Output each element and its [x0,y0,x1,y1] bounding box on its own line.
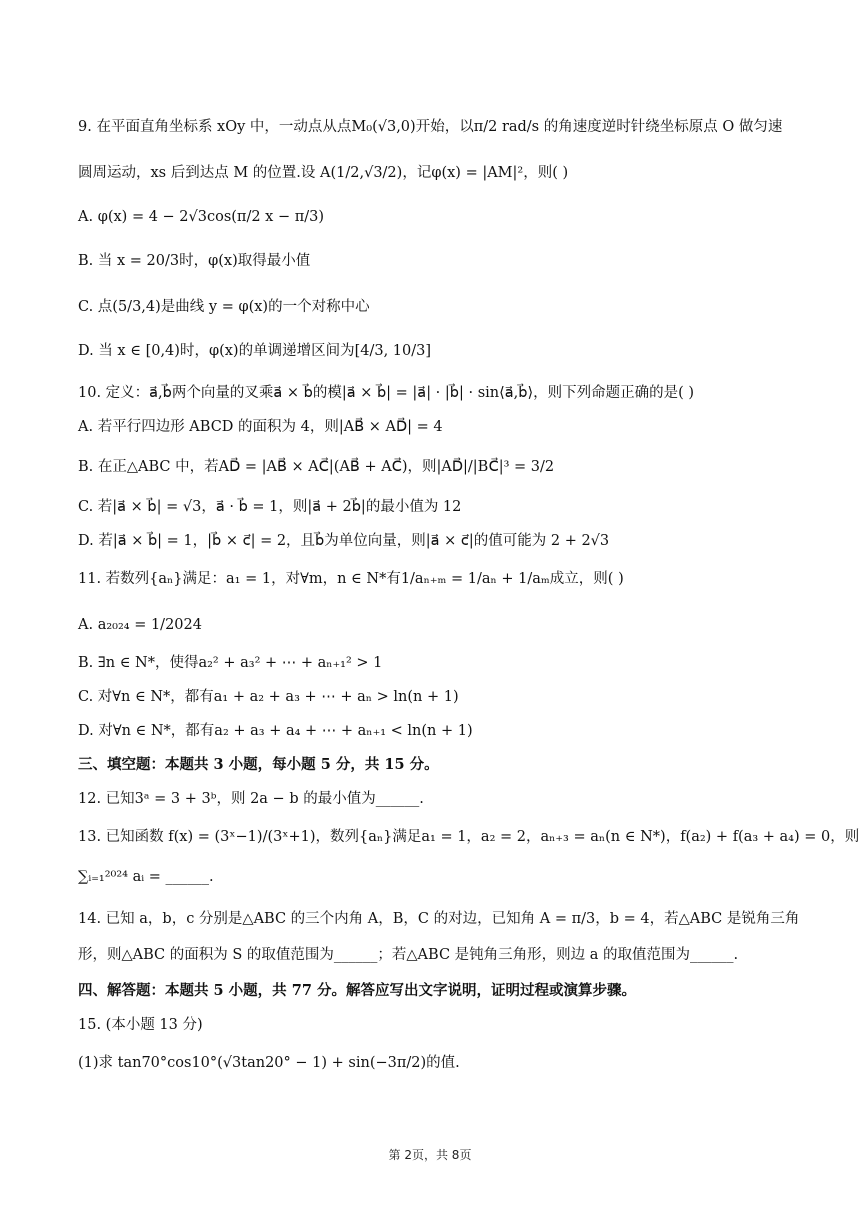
section-4-heading: 四、解答题：本题共 5 小题，共 77 分。解答应写出文字说明，证明过程或演算步骤。 [78,982,636,999]
question-11-stem: 11. 若数列{aₙ}满足：a₁ = 1，对∀m，n ∈ N*有1/aₙ₊ₘ = 1/aₙ + 1/aₘ成立，则( ) [78,571,624,587]
question-11-option-b: B. ∃n ∈ N*，使得a₂² + a₃² + ⋯ + aₙ₊₁² > 1 [78,655,383,671]
question-9-option-b: B. 当 x = 20/3时，φ(x)取得最小值 [78,253,311,269]
question-9-option-c: C. 点(5/3,4)是曲线 y = φ(x)的一个对称中心 [78,299,370,315]
question-11-option-a: A. a₂₀₂₄ = 1/2024 [78,617,202,633]
question-10-option-a: A. 若平行四边形 ABCD 的面积为 4，则|AB⃗ × AD⃗| = 4 [78,419,443,435]
question-10-option-b: B. 在正△ABC 中，若AD⃗ = |AB⃗ × AC⃗|(AB⃗ + AC⃗)，则|AD⃗|/|BC⃗|³ = 3/2 [78,459,555,475]
question-15-part-1: (1)求 tan70°cos10°(√3tan20° − 1) + sin(−3π/2)的值. [78,1055,460,1071]
question-13-line-2: ∑ᵢ₌₁²⁰²⁴ aᵢ = ______. [78,869,214,885]
question-9-line-2: 圆周运动，xs 后到达点 M 的位置.设 A(1/2,√3/2)，记φ(x) = |AM|²，则( ) [78,165,569,181]
page-footer: 第 2页，共 8页 [388,1148,472,1162]
question-11-option-d: D. 对∀n ∈ N*，都有a₂ + a₃ + a₄ + ⋯ + aₙ₊₁ < ln(n + 1) [78,723,473,739]
question-9-option-d: D. 当 x ∈ [0,4)时，φ(x)的单调递增区间为[4/3, 10/3] [78,343,432,359]
question-10-stem: 10. 定义：a⃗,b⃗两个向量的叉乘a⃗ × b⃗的模|a⃗ × b⃗| = |a⃗| · |b⃗| · sin⟨a⃗,b⃗⟩，则下列命题正确的是( ) [78,385,695,401]
question-15-heading: 15. (本小题 13 分) [78,1017,203,1033]
question-9-option-a: A. φ(x) = 4 − 2√3cos(π/2 x − π/3) [78,209,325,225]
question-12: 12. 已知3ᵃ = 3 + 3ᵇ，则 2a − b 的最小值为______. [78,791,424,807]
question-9-line-1: 9. 在平面直角坐标系 xOy 中，一动点从点M₀(√3,0)开始，以π/2 rad/s 的角速度逆时针绕坐标原点 O 做匀速 [78,119,783,135]
question-10-option-c: C. 若|a⃗ × b⃗| = √3，a⃗ · b⃗ = 1，则|a⃗ + 2b⃗|的最小值为 12 [78,499,462,515]
question-14-line-1: 14. 已知 a，b，c 分别是△ABC 的三个内角 A，B，C 的对边，已知角 A = π/3，b = 4，若△ABC 是锐角三角 [78,911,800,927]
question-11-option-c: C. 对∀n ∈ N*，都有a₁ + a₂ + a₃ + ⋯ + aₙ > ln(n + 1) [78,689,459,705]
section-3-heading: 三、填空题：本题共 3 小题，每小题 5 分，共 15 分。 [78,756,439,773]
question-14-line-2: 形，则△ABC 的面积为 S 的取值范围为______；若△ABC 是钝角三角形，则边 a 的取值范围为______. [78,947,739,963]
question-10-option-d: D. 若|a⃗ × b⃗| = 1，|b⃗ × c⃗| = 2，且b⃗为单位向量，则|a⃗ × c⃗|的值可能为 2 + 2√3 [78,533,610,549]
question-13-line-1: 13. 已知函数 f(x) = (3ˣ−1)/(3ˣ+1)，数列{aₙ}满足a₁ = 1，a₂ = 2，aₙ₊₃ = aₙ(n ∈ N*)，f(a₂) + f(a₃ + a₄) = 0，则 [78,829,860,845]
